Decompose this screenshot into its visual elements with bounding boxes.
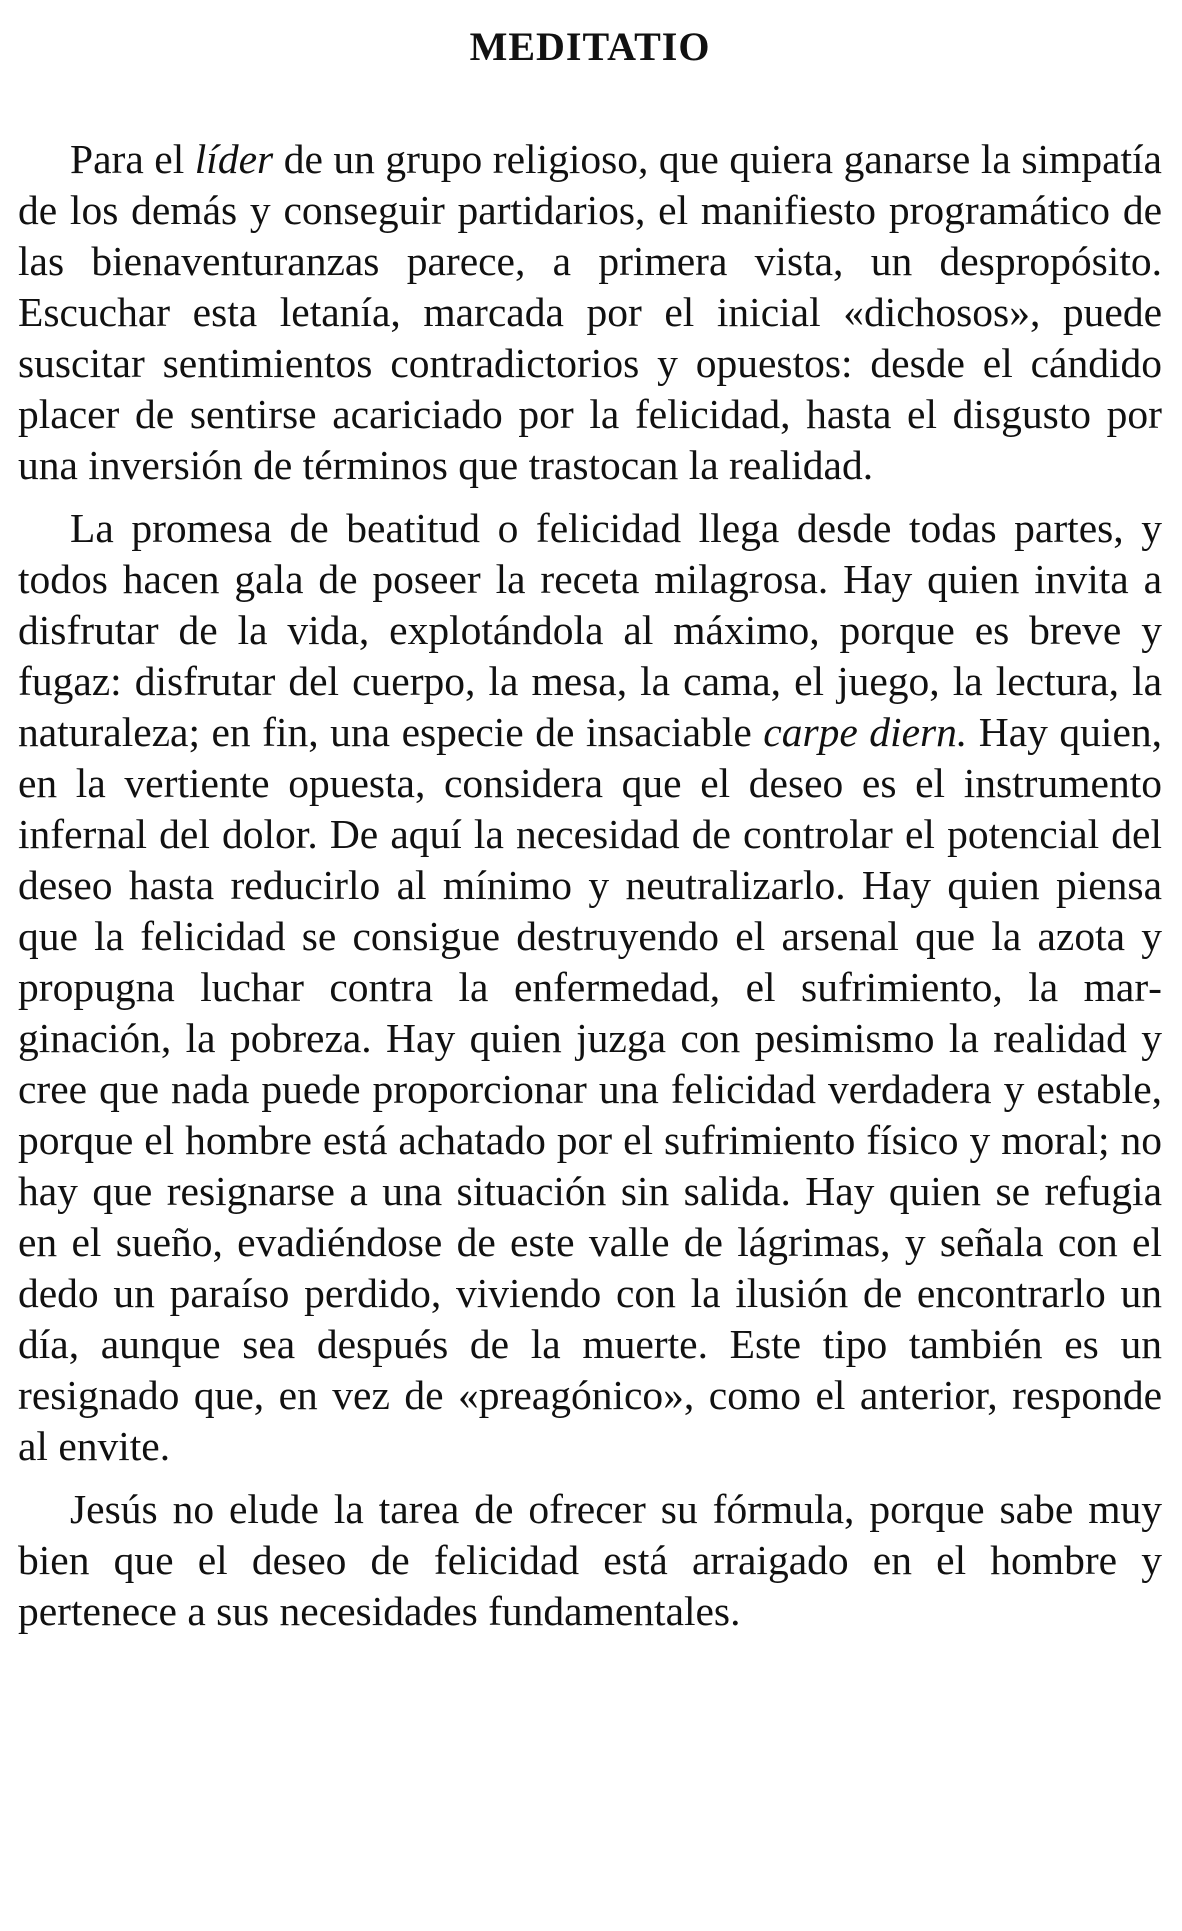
paragraph-2 — [18, 503, 1162, 1472]
book-page — [18, 0, 1162, 1931]
body-text — [18, 134, 1162, 1649]
text-run: de un grupo religioso, que quiera ganarse la simpatía de los demás y conseguir partidarios, el manifiesto programático de las bienaventuranzas parece, a primera vista, un despropósito. Escuchar esta letanía, marcada por el inicial «dichosos», puede suscitar sentimientos contradictorios y opuestos: desde el cándido placer de sentirse acariciado por la felicidad, hasta el disgusto por una inversión de términos que trastocan la realidad. — [18, 136, 1162, 488]
paragraph-1 — [18, 134, 1162, 491]
section-title: MEDITATIO — [469, 24, 711, 69]
text-run: Para el — [70, 136, 195, 182]
text-run: La promesa de beatitud o felicidad llega desde todas partes, y todos hacen gala de poseer la receta milagrosa. Hay quien invita a disfrutar de la vida, explotándola al máximo, porque es breve y fugaz: disfrutar del cuerpo, la mesa, la cama, el juego, la lectura, la naturaleza; en fin, una especie de insaciable — [18, 505, 1162, 755]
italic-run: carpe diern. — [763, 709, 968, 755]
text-run: Hay quien, en la vertiente opuesta, considera que el deseo es el instrumento infernal del dolor. De aquí la necesidad de controlar el potencial del deseo hasta reducirlo al mínimo y neutralizarlo. Hay quien piensa que la felicidad se consigue destruyendo el arsenal que la azota y propugna luchar contra la enfermedad, el sufrimiento, la marginación, la pobreza. Hay quien juzga con pesimismo la realidad y cree que nada puede proporcionar una felicidad verdadera y estable, porque el hombre está achatado por el sufrimiento físico y moral; no hay que resignarse a una situación sin salida. Hay quien se refugia en el sueño, evadiéndose de este valle de lágrimas, y señala con el dedo un paraíso perdido, viviendo con la ilusión de encontrarlo un día, aunque sea después de la muerte. Este tipo también es un resignado que, en vez de «preagónico», como el anterior, responde al envite. — [18, 709, 1162, 1469]
paragraph-3 — [18, 1484, 1162, 1637]
italic-run: líder — [194, 136, 274, 182]
text-run: Jesús no elude la tarea de ofrecer su fórmula, porque sabe muy bien que el deseo de felicidad está arraigado en el hombre y pertenece a sus necesidades fundamentales. — [18, 1486, 1162, 1634]
